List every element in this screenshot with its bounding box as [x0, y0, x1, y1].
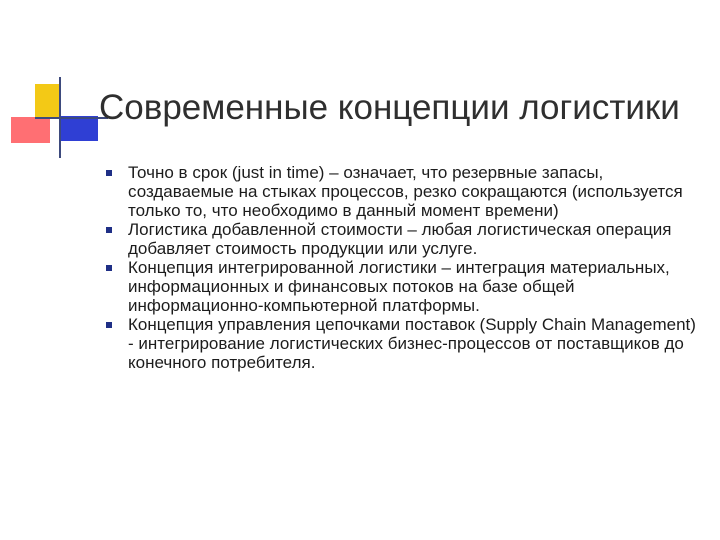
bullet-item-integrated-logistics [106, 258, 696, 315]
bullet-item-just-in-time [106, 163, 696, 220]
logo-pink-square [11, 117, 50, 143]
bullet-text: Точно в срок (just in time) – означает, что резервные запасы, создаваемые на стыках процессов, резко сокращаются (используется только то, что необходимо в данный момент времени) [128, 163, 683, 220]
logo-yellow-square [35, 84, 59, 118]
square-bullet-icon [106, 170, 112, 176]
bullet-list [106, 163, 696, 372]
square-bullet-icon [106, 227, 112, 233]
bullet-text: Концепция управления цепочками поставок (Supply Chain Management) - интегрирование логистических бизнес-процессов от поставщиков до конечного потребителя. [128, 315, 696, 372]
square-bullet-icon [106, 265, 112, 271]
logo-blue-square [59, 116, 98, 141]
logo-graphic [0, 0, 120, 170]
bullet-item-supply-chain [106, 315, 696, 372]
decorative-logo [0, 0, 120, 170]
slide-title: Современные концепции логистики [99, 88, 680, 127]
square-bullet-icon [106, 322, 112, 328]
bullet-item-value-added [106, 220, 696, 258]
bullet-text: Логистика добавленной стоимости – любая логистическая операция добавляет стоимость продукции или услуге. [128, 220, 672, 258]
bullet-text: Концепция интегрированной логистики – интеграция материальных, информационных и финансовых потоков на базе общей информационно-компьютерной платформы. [128, 258, 670, 315]
